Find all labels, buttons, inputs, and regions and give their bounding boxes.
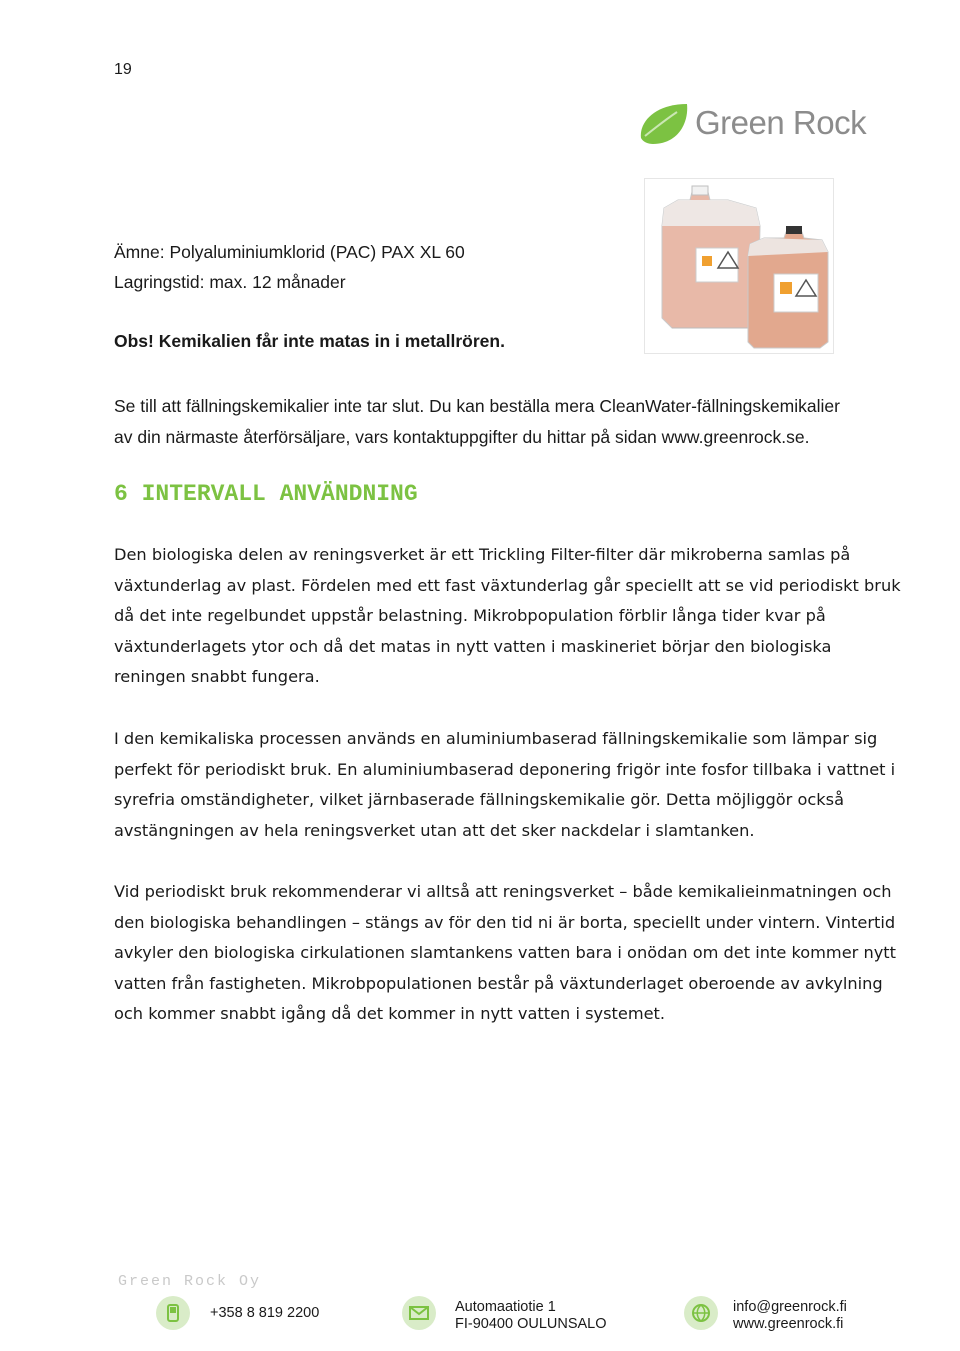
paragraph-2: I den kemikaliska processen används en aluminiumbaserad fällningskemikalie som lämpar sig perfekt för periodiskt bruk. En aluminiumbaserad deponering frigör inte fosfor tillbaka i vattnet i syrefria omständigheter, vilket järnbaserade fällningskemikalie gör. Detta möjliggör också avstängningen av hela reningsverket utan att det sker nackdelar i slamtanken. [114,729,896,840]
paragraph-1: Den biologiska delen av reningsverket är ett Trickling Filter-filter där mikroberna samlas på växtunderlag av plast. Fördelen med ett fast växtunderlag går speciellt att se vid periodiskt bruk då det inte regelbundet uppstår belastning. Mikrobpopulation förblir långa tider kvar på växtunderlagets ytor och då det matas in nytt vatten i maskineriet börjar den biologiska reningen snabbt fungera. [114,545,901,687]
logo-text: Green Rock [695,104,867,141]
subject-line: Ämne: Polyaluminiumklorid (PAC) PAX XL 60 [114,242,465,262]
phone-icon [156,1296,190,1330]
globe-icon [684,1296,718,1330]
footer-web[interactable]: www.greenrock.fi [733,1316,844,1332]
footer-company: Green Rock Oy [118,1273,262,1290]
note-line-1: Se till att fällningskemikalier inte tar slut. Du kan beställa mera CleanWater-fällningskemikalier [114,396,840,416]
footer-address-1: Automaatiotie 1 [455,1299,556,1315]
mail-icon [402,1296,436,1330]
footer-address-2: FI-90400 OULUNSALO [455,1316,607,1332]
page-number: 19 [114,61,132,78]
warning-line: Obs! Kemikalien får inte matas in i metallrören. [114,331,505,351]
leaf-icon [637,100,693,150]
product-image [644,178,834,354]
storage-line: Lagringstid: max. 12 månader [114,272,346,292]
paragraph-3: Vid periodiskt bruk rekommenderar vi alltså att reningsverket – både kemikalieinmatningen och den biologiska behandlingen – stängs av för den tid ni är borta, speciellt under vintern. Vintertid avkyler den biologiska cirkulationen slamtankens vatten bara i onödan om det inte kommer nytt vatten från fastigheten. Mikrobpopulationen består på växtunderlaget oberoende av avkylning och kommer snabbt igång då det kommer in nytt vatten i systemet. [114,882,896,1024]
note-line-2: av din närmaste återförsäljare, vars kontaktuppgifter du hittar på sidan www.greenrock.se. [114,427,810,447]
brand-logo [637,100,907,150]
section-heading: 6 INTERVALL ANVÄNDNING [114,481,418,507]
footer-phone: +358 8 819 2200 [210,1305,320,1321]
footer-email[interactable]: info@greenrock.fi [733,1299,847,1315]
